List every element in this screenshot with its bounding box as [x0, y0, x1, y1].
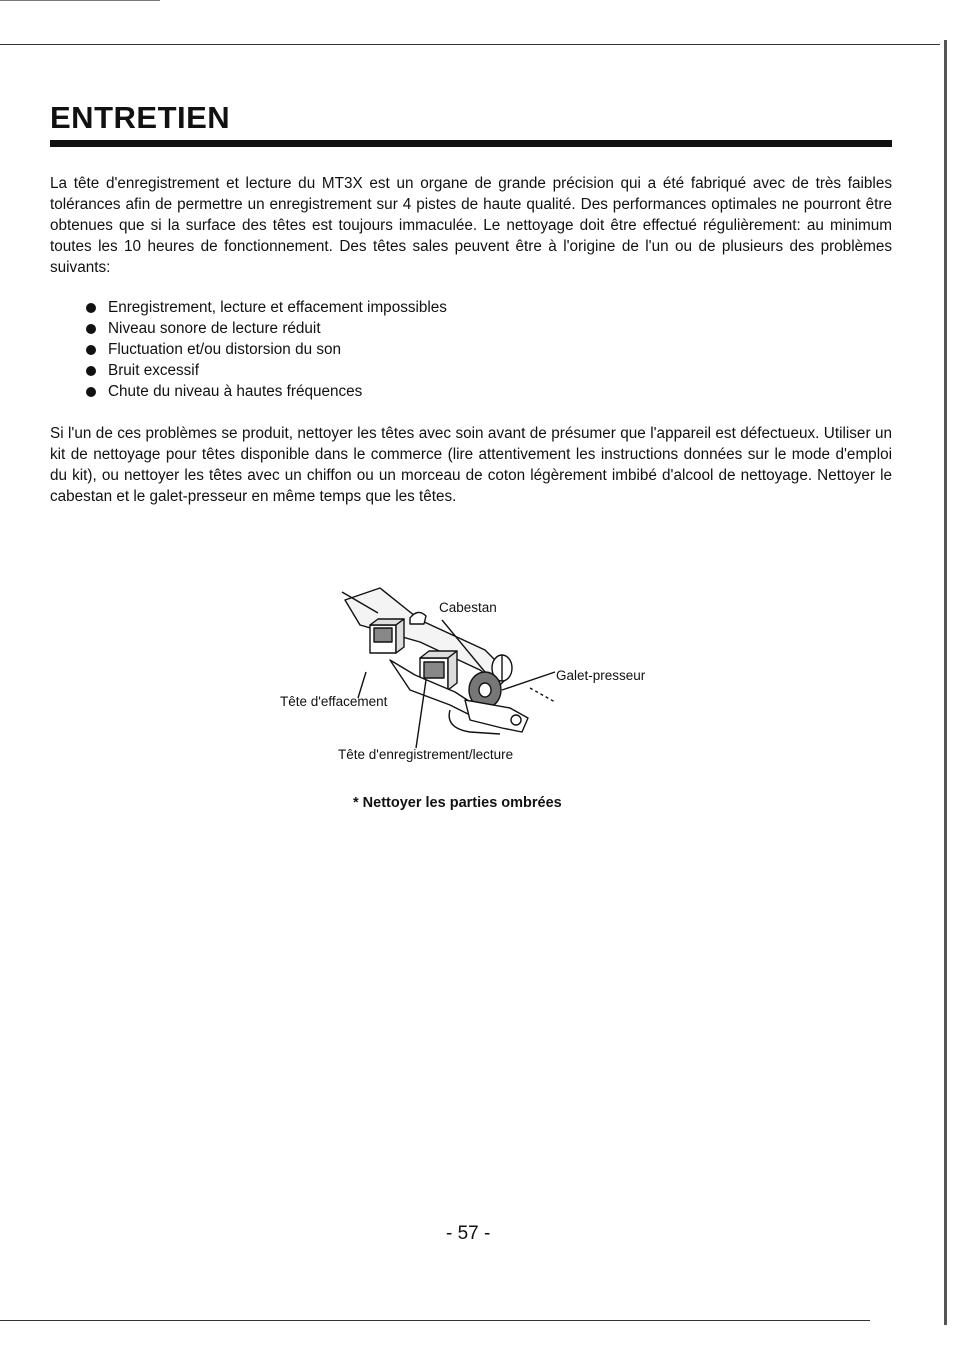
problem-list [84, 297, 447, 402]
page-number: - 57 - [446, 1223, 491, 1244]
list-item: Bruit excessif [84, 360, 447, 381]
scan-edge-right [944, 40, 947, 1325]
bullet-icon [86, 345, 96, 355]
bullet-icon [86, 366, 96, 376]
label-tete-effacement: Tête d'effacement [280, 694, 388, 709]
scan-line-bottom [0, 1320, 870, 1321]
page-title: ENTRETIEN [50, 100, 231, 135]
label-cabestan: Cabestan [439, 600, 497, 615]
list-item: Niveau sonore de lecture réduit [84, 318, 447, 339]
list-item: Enregistrement, lecture et effacement impossibles [84, 297, 447, 318]
intro-paragraph: La tête d'enregistrement et lecture du MT3X est un organe de grande précision qui a été fabriqué avec de très faibles tolérances afin de permettre un enregistrement sur 4 pistes de haute qualité. Des performances optimales ne pourront être obtenues que si la surface des têtes est toujours immaculée. Le nettoyage doit être effectué régulièrement: au minimum toutes les 10 heures de fonctionnement. Des têtes sales peuvent être à l'origine de l'un ou de plusieurs des problèmes suivants: [50, 175, 892, 276]
label-galet-presseur: Galet-presseur [556, 668, 646, 683]
list-item: Chute du niveau à hautes fréquences [84, 381, 447, 402]
list-item: Fluctuation et/ou distorsion du son [84, 339, 447, 360]
cleaning-paragraph: Si l'un de ces problèmes se produit, nettoyer les têtes avec soin avant de présumer que l'appareil est défectueux. Utiliser un kit de nettoyage pour têtes disponible dans le commerce (lire attentivement les instructions données sur le mode d'emploi du kit), ou nettoyer les têtes avec un chiffon ou un morceau de coton légèrement imbibé d'alcool de nettoyage. Nettoyer le cabestan et le galet-presseur en même temps que les têtes. [50, 425, 892, 505]
bullet-icon [86, 303, 96, 313]
scan-edge-top [0, 0, 160, 1]
scan-line-top [0, 44, 940, 45]
figure-caption: * Nettoyer les parties ombrées [353, 795, 562, 811]
label-tete-enregistrement: Tête d'enregistrement/lecture [338, 747, 514, 762]
title-rule [50, 140, 892, 147]
bullet-icon [86, 387, 96, 397]
bullet-icon [86, 324, 96, 334]
